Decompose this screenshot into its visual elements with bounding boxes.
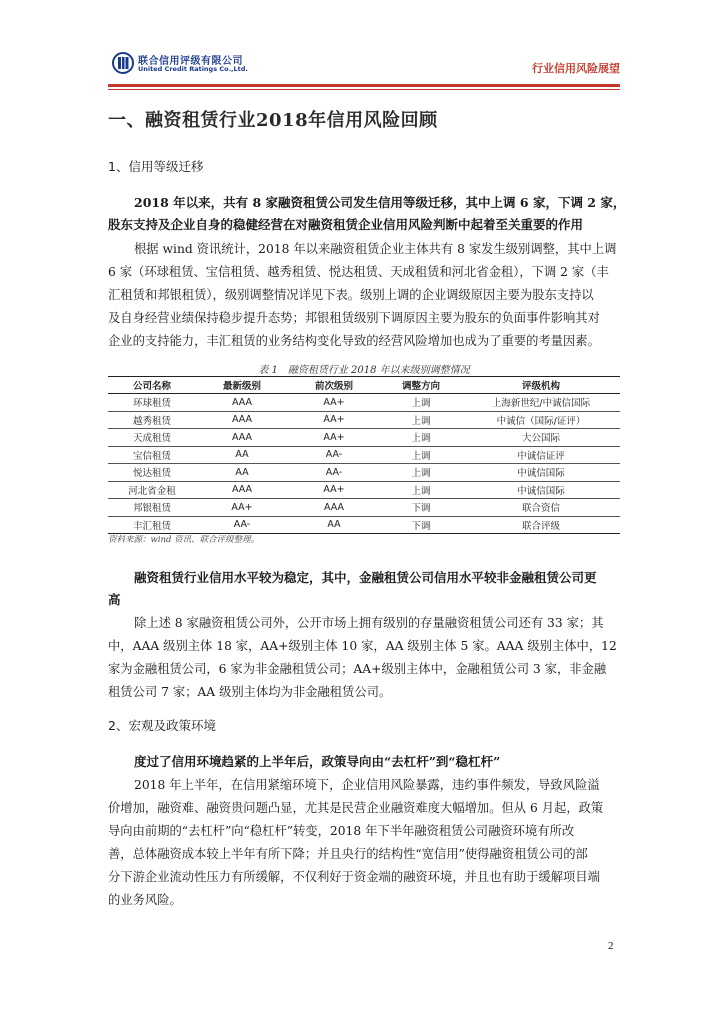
paragraph-line: 企业的支持能力，丰汇租赁的业务结构变化导致的经营风险增加也成为了重要的考量因素。 [108,334,600,348]
table-cell: AAA [288,499,380,517]
table-cell: AAA [196,394,288,412]
org-name-cn: 联合信用评级有限公司 [138,56,243,67]
summary-bold-line: 2018 年以来，共有 8 家融资租赁公司发生信用等级迁移，其中上调 6 家，下调 2 家， [134,195,626,210]
table-row [108,446,620,464]
table-cell: AA- [288,446,380,464]
table-cell: AA+ [288,481,380,499]
table-cell: 中诚信证评 [462,446,620,464]
table-cell: 中诚信（国际/证评） [462,411,620,429]
table-row [108,499,620,517]
paragraph-line: 中，AAA 级别主体 18 家，AA+级别主体 10 家，AA 级别主体 5 家。AAA 级别主体中，12 [108,639,617,653]
table-row [108,464,620,482]
table-cell: AA [196,464,288,482]
table-cell: 宝信租赁 [108,446,196,464]
summary-bold-line: 高 [108,592,121,607]
table-row [108,429,620,447]
summary-bold-line: 度过了信用环境趋紧的上半年后，政策导向由“去杠杆”到“稳杠杆” [134,754,501,769]
report-type: 行业信用风险展望 [532,62,620,75]
paragraph-line: 6 家（环球租赁、宝信租赁、越秀租赁、悦达租赁、天成租赁和河北省金租），下调 2 家（丰 [108,265,609,279]
section-title: 一、融资租赁行业2018年信用风险回顾 [108,110,438,131]
paragraph-line: 租赁公司 7 家；AA 级别主体均为非金融租赁公司。 [108,685,392,699]
column-header: 最新级别 [196,377,288,394]
paragraph-line: 除上述 8 家融资租赁公司外，公开市场上拥有级别的存量融资租赁公司还有 33 家；其 [134,616,604,630]
table-cell: 上海新世纪/中诚信国际 [462,394,620,412]
table-row [108,411,620,429]
table-cell: AA [288,516,380,534]
paragraph-line: 根据 wind 资讯统计，2018 年以来融资租赁企业主体共有 8 家发生级别调整，其中上调 [134,242,617,256]
page-number: 2 [608,940,614,952]
paragraph-line: 家为金融租赁公司，6 家为非金融租赁公司；AA+级别主体中，金融租赁公司 3 家，非金融 [108,662,607,676]
table-cell: AA+ [196,499,288,517]
table-cell: 联合资信 [462,499,620,517]
table-cell: AA [196,446,288,464]
table-header-row [108,377,620,394]
header-divider [108,84,620,87]
paragraph-line: 导向由前期的“去杠杆”向“稳杠杆”转变，2018 年下半年融资租赁公司融资环境有所改 [108,824,575,838]
table-cell: AA+ [288,411,380,429]
summary-bold-line: 融资租赁行业信用水平较为稳定，其中，金融租赁公司信用水平较非金融租赁公司更 [134,570,597,585]
table-cell: 环球租赁 [108,394,196,412]
table-cell: 天成租赁 [108,429,196,447]
table-source-note: 资料来源：wind 资讯、联合评级整理。 [108,535,260,545]
summary-bold-line: 股东支持及企业自身的稳健经营在对融资租赁企业信用风险判断中起着至关重要的作用 [108,217,584,232]
org-name-en: United Credit Ratings Co.,Ltd. [138,65,248,73]
table-cell: 越秀租赁 [108,411,196,429]
table-cell: AA+ [288,394,380,412]
table-cell: 下调 [380,499,462,517]
table-caption: 表 1 融资租赁行业 2018 年以来级别调整情况 [258,365,470,376]
table-cell: AAA [196,429,288,447]
subheading-rating-migration: 1、信用等级迁移 [108,159,204,174]
table-cell: AA+ [288,429,380,447]
page-header [108,48,620,82]
table-cell: 大公国际 [462,429,620,447]
rating-change-table [108,376,620,534]
table-cell: 邦银租赁 [108,499,196,517]
table-cell: AAA [196,481,288,499]
table-cell: AAA [196,411,288,429]
table-cell: 下调 [380,516,462,534]
paragraph-line: 价增加，融资难、融资贵问题凸显，尤其是民营企业融资难度大幅增加。但从 6 月起，政策 [108,801,604,815]
table-cell: 中诚信国际 [462,464,620,482]
subheading-macro-policy: 2、宏观及政策环境 [108,718,216,733]
paragraph-line: 的业务风险。 [108,893,182,907]
header-divider-thin [108,89,620,90]
paragraph-line: 善，总体融资成本较上半年有所下降；并且央行的结构性“宽信用”使得融资租赁公司的部 [108,847,588,861]
column-header: 评级机构 [462,377,620,394]
table-cell: 河北省金租 [108,481,196,499]
table-cell: 上调 [380,481,462,499]
table-cell: 悦达租赁 [108,464,196,482]
paragraph-line: 汇租赁和邦银租赁），级别调整情况详见下表。级别上调的企业调级原因主要为股东支持以 [108,288,594,302]
table-cell: 上调 [380,411,462,429]
table-cell: 中诚信国际 [462,481,620,499]
table-cell: 上调 [380,446,462,464]
paragraph-line: 分下游企业流动性压力有所缓解，不仅利好于资金端的融资环境，并且也有助于缓解项目端 [108,870,600,884]
column-header: 前次级别 [288,377,380,394]
table-cell: AA- [288,464,380,482]
paragraph-line: 2018 年上半年，在信用紧缩环境下，企业信用风险暴露，违约事件频发，导致风险溢 [134,778,600,792]
paragraph-line: 及自身经营业绩保持稳步提升态势；邦银租赁级别下调原因主要为股东的负面事件影响其对 [108,311,600,325]
ucr-logo-icon [112,52,134,74]
table-row [108,394,620,412]
table-row [108,481,620,499]
column-header: 调整方向 [380,377,462,394]
table-cell: 丰汇租赁 [108,516,196,534]
column-header: 公司名称 [108,377,196,394]
table-cell: 上调 [380,429,462,447]
table-row [108,516,620,534]
table-cell: 联合评级 [462,516,620,534]
table-cell: 上调 [380,464,462,482]
table-cell: AA- [196,516,288,534]
table-cell: 上调 [380,394,462,412]
